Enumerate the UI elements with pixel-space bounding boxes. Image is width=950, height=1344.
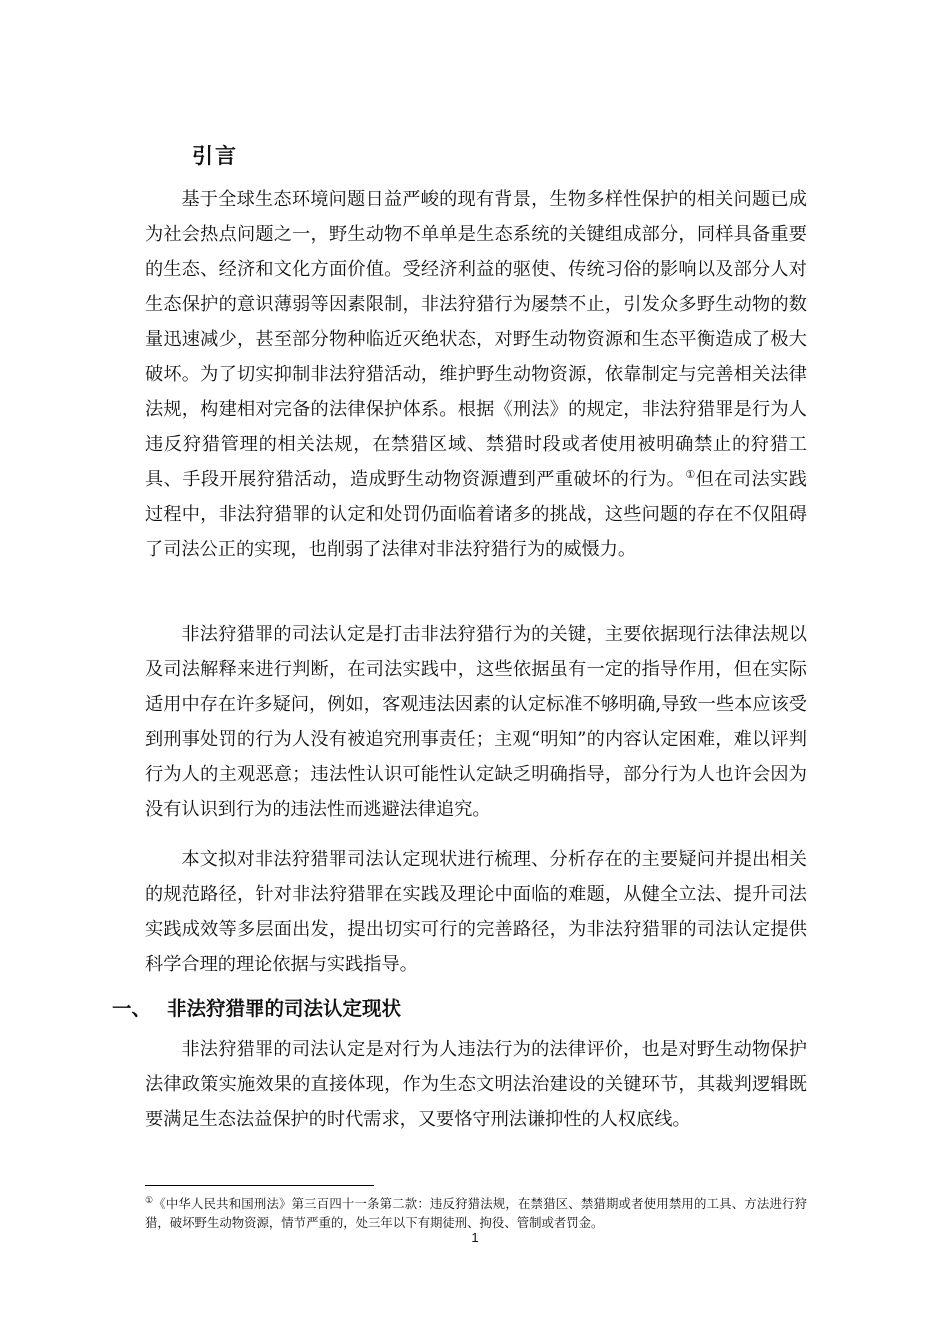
intro-paragraph-1-continued: 但在司法实践过程中，非法狩猎罪的认定和处罚仍面临着诸多的挑战，这些问题的存在不仅阻碍了司法公正的实现，也削弱了法律对非法狩猎行为的威慑力。	[145, 469, 807, 560]
footnote-text: 《中华人民共和国刑法》第三百四十一条第二款：违反狩猎法规，在禁猎区、禁猎期或者使用禁用的工具、方法进行狩猎，破坏野生动物资源，情节严重的，处三年以下有期徒刑、拘役、管制或者罚金。	[145, 1196, 808, 1230]
section-1-number: 一、	[112, 997, 152, 1020]
footnote-divider	[145, 1185, 374, 1186]
section-1-heading	[112, 993, 401, 1021]
intro-paragraph-2: 非法狩猎罪的司法认定是打击非法狩猎行为的关键，主要依据现行法律法规以及司法解释来进行判断，在司法实践中，这些依据虽有一定的指导作用，但在实际适用中存在许多疑问，例如，客观违法因素的认定标准不够明确,导致一些本应该受到刑事处罚的行为人没有被追究刑事责任；主观“明知”的内容认定困难，难以评判行为人的主观恶意；违法性认识可能性认定缺乏明确指导，部分行为人也许会因为没有认识到行为的违法性而逃避法律追究。	[145, 624, 807, 820]
intro-paragraph-1-text: 基于全球生态环境问题日益严峻的现有背景，生物多样性保护的相关问题已成为社会热点问题之一，野生动物不单单是生态系统的关键组成部分，同样具备重要的生态、经济和文化方面价值。受经济利益的驱使、传统习俗的影响以及部分人对生态保护的意识薄弱等因素限制，非法狩猎行为屡禁不止，引发众多野生动物的数量迅速减少，甚至部分物种临近灭绝状态，对野生动物资源和生态平衡造成了极大破坏。为了切实抑制非法狩猎活动，维护野生动物资源，依靠制定与完善相关法律法规，构建相对完备的法律保护体系。根据《刑法》的规定，非法狩猎罪是行为人违反狩猎管理的相关法规，在禁猎区域、禁猎时段或者使用被明确禁止的狩猎工具、手段开展狩猎活动，造成野生动物资源遭到严重破坏的行为。	[145, 189, 807, 490]
intro-paragraph-3: 本文拟对非法狩猎罪司法认定现状进行梳理、分析存在的主要疑问并提出相关的规范路径，针对非法狩猎罪在实践及理论中面临的难题，从健全立法、提升司法实践成效等多层面出发，提出切实可行的完善路径，为非法狩猎罪的司法认定提供科学合理的理论依据与实践指导。	[145, 849, 807, 975]
page-number: 1	[471, 1230, 479, 1245]
footnote-mark: ①	[145, 1195, 154, 1206]
footnote	[145, 1194, 807, 1232]
section-1-title: 非法狩猎罪的司法认定现状	[167, 997, 402, 1020]
intro-paragraph-1	[145, 182, 807, 567]
intro-heading: 引言	[192, 144, 238, 168]
section-1-paragraph: 非法狩猎罪的司法认定是对行为人违法行为的法律评价，也是对野生动物保护法律政策实施效果的直接体现，作为生态文明法治建设的关键环节，其裁判逻辑既要满足生态法益保护的时代需求，又要恪守刑法谦抑性的人权底线。	[145, 1039, 807, 1130]
footnote-reference[interactable]: ①	[685, 467, 696, 481]
